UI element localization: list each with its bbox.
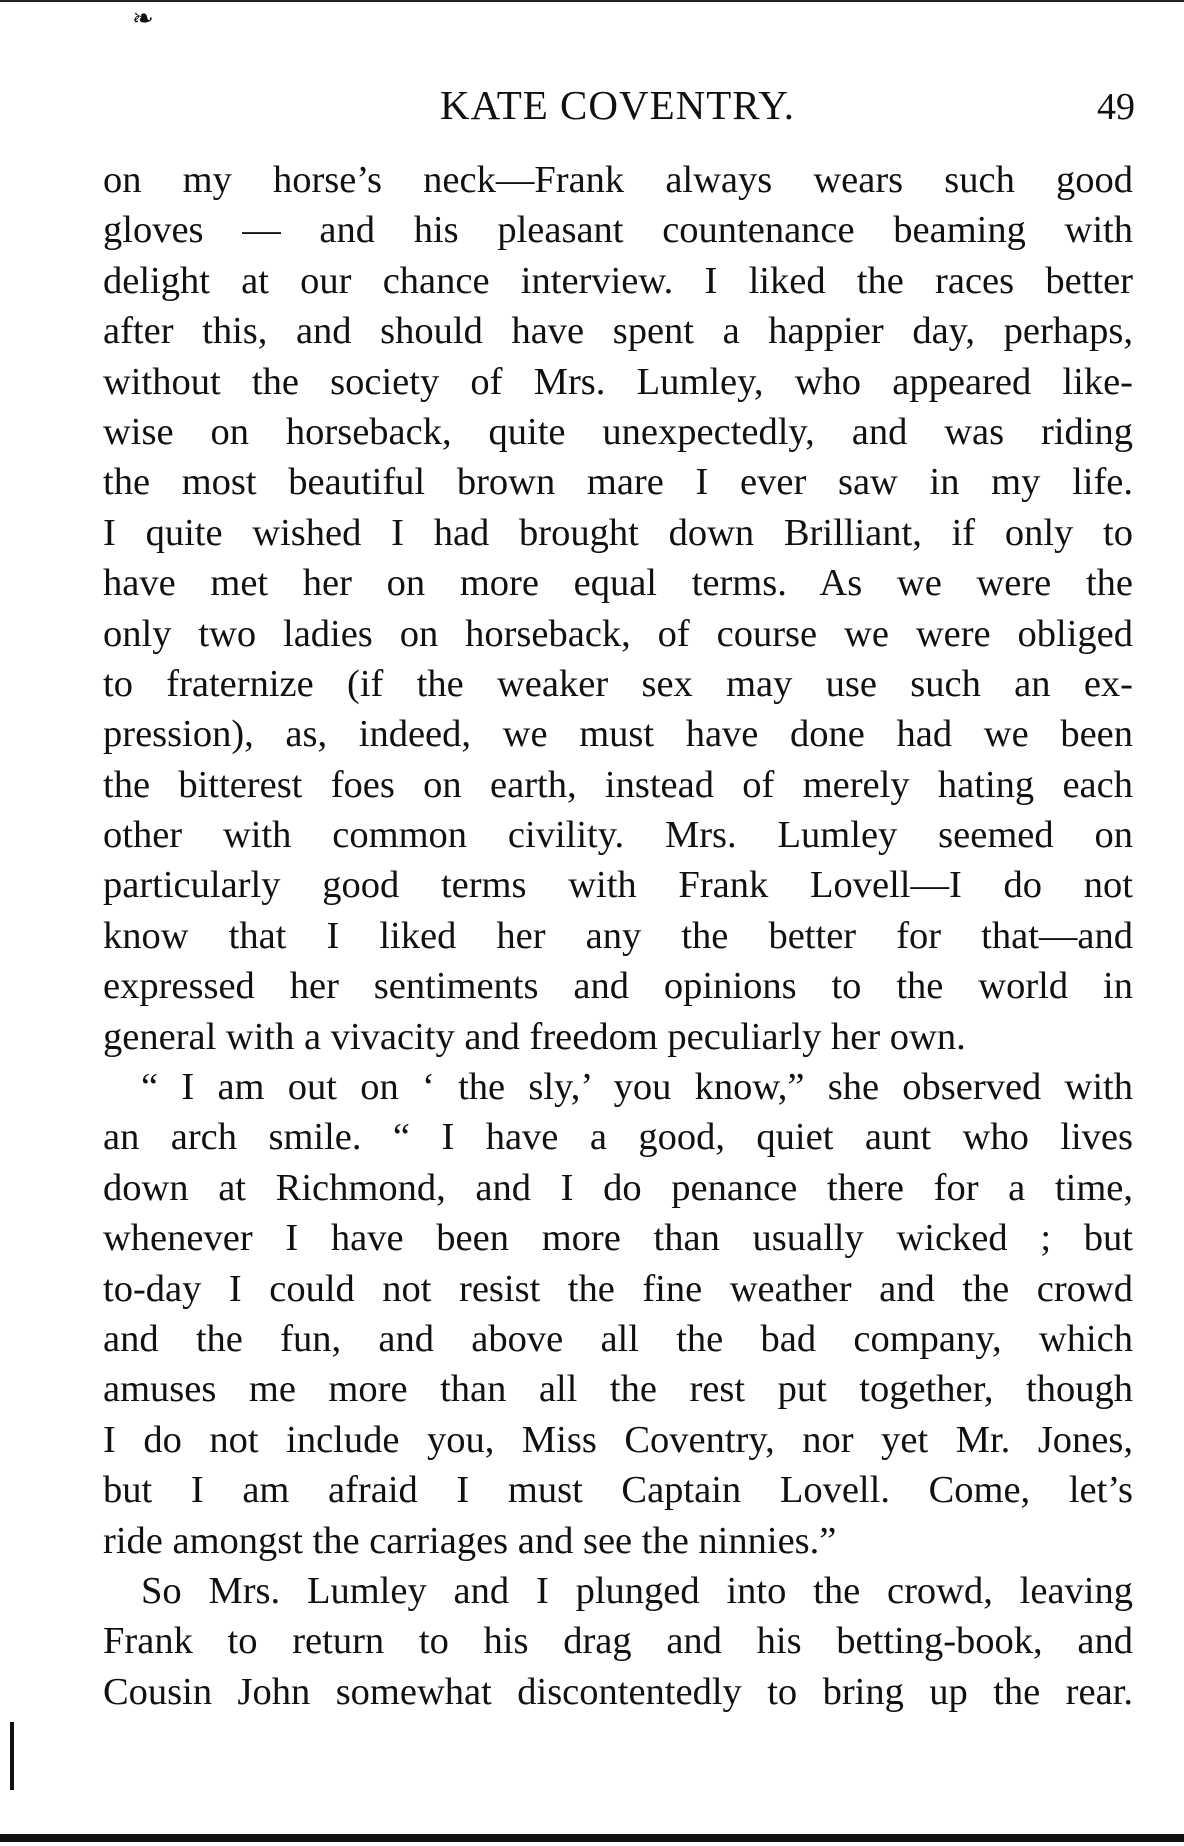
top-page-edge [0, 0, 1184, 7]
text-line: to-day I could not resist the fine weather and the crowd [103, 1267, 1133, 1310]
text-line: but I am afraid I must Captain Lovell. Come, let’s [103, 1469, 1133, 1512]
text-line: amuses me more than all the rest put together, though [103, 1368, 1133, 1411]
text-line: and the fun, and above all the bad company, which [103, 1317, 1133, 1360]
text-line: after this, and should have spent a happier day, perhaps, [103, 310, 1133, 353]
top-print-mark: ❧ [132, 4, 154, 34]
running-title: KATE COVENTRY. [440, 82, 795, 128]
bottom-page-edge [0, 1834, 1184, 1842]
text-line: other with common civility. Mrs. Lumley seemed on [103, 814, 1133, 857]
text-line: expressed her sentiments and opinions to the world in [103, 965, 1133, 1008]
text-line: down at Richmond, and I do penance there for a time, [103, 1166, 1133, 1209]
text-line: Frank to return to his drag and his betting-book, and [103, 1620, 1133, 1663]
text-line: have met her on more equal terms. As we were the [103, 562, 1133, 605]
text-line: Cousin John somewhat discontentedly to bring up the rear. [103, 1670, 1133, 1713]
text-line: without the society of Mrs. Lumley, who appeared like- [103, 360, 1133, 403]
text-line: gloves — and his pleasant countenance beaming with [103, 209, 1133, 252]
text-line: on my horse’s neck—Frank always wears such good [103, 159, 1133, 201]
text-line: particularly good terms with Frank Lovell—I do not [103, 864, 1133, 907]
running-header [100, 80, 1135, 130]
text-line: “ I am out on ‘ the sly,’ you know,” she observed with [141, 1066, 1133, 1109]
text-line: only two ladies on horseback, of course we were obliged [103, 612, 1133, 655]
text-line: an arch smile. “ I have a good, quiet aunt who lives [103, 1116, 1133, 1159]
text-line: So Mrs. Lumley and I plunged into the crowd, leaving [141, 1569, 1133, 1612]
text-line: the bitterest foes on earth, instead of merely hating each [103, 763, 1133, 806]
text-line: I quite wished I had brought down Brilliant, if only to [103, 511, 1133, 554]
text-line: I do not include you, Miss Coventry, nor yet Mr. Jones, [103, 1418, 1133, 1461]
text-line: pression), as, indeed, we must have done had we been [103, 713, 1133, 756]
text-line: general with a vivacity and freedom peculiarly her own. [103, 1015, 966, 1058]
text-line: the most beautiful brown mare I ever saw in my life. [103, 461, 1133, 504]
body-text [103, 155, 1133, 1717]
text-line: ride amongst the carriages and see the ninnies.” [103, 1519, 837, 1562]
page-number: 49 [1097, 86, 1135, 128]
text-line: whenever I have been more than usually wicked ; but [103, 1217, 1133, 1260]
text-line: to fraternize (if the weaker sex may use such an ex- [103, 662, 1133, 705]
margin-mark [10, 1722, 14, 1790]
text-line: know that I liked her any the better for that—and [103, 914, 1133, 957]
text-line: wise on horseback, quite unexpectedly, and was riding [103, 410, 1133, 453]
text-line: delight at our chance interview. I liked the races better [103, 259, 1133, 302]
